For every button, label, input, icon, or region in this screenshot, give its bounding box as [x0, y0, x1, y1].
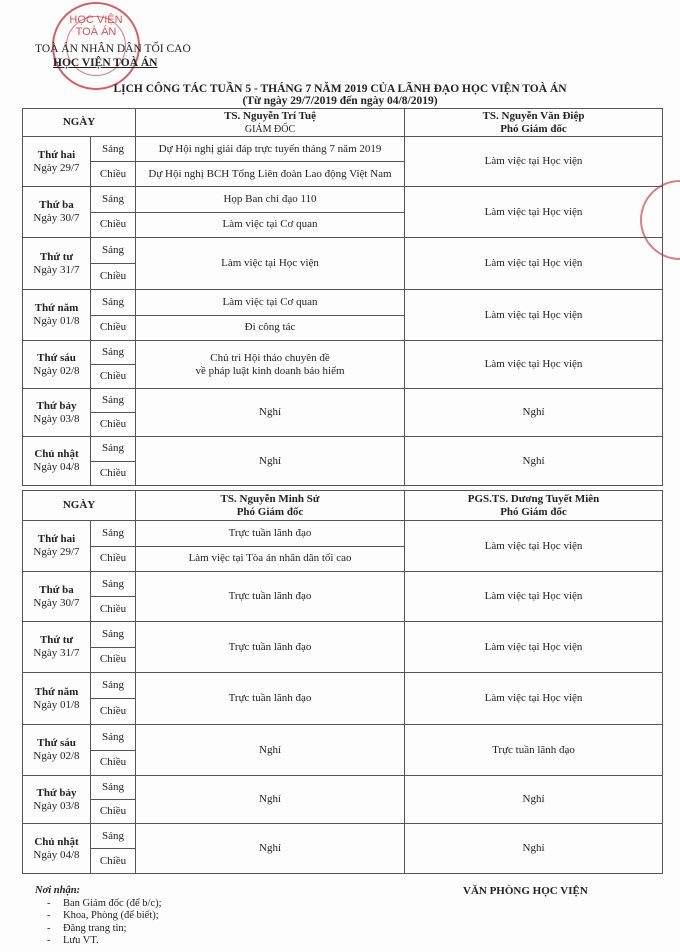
day-cell — [23, 290, 91, 341]
weekday: Thứ sáu — [37, 737, 76, 749]
activity-cell: Làm việc tại Học viện — [405, 622, 663, 673]
activity-cell: Làm việc tại Học viện — [405, 673, 663, 725]
weekday: Thứ ba — [39, 199, 74, 211]
day-header: NGÀY — [23, 491, 136, 521]
schedule-table-2 — [22, 490, 663, 874]
table-row — [23, 238, 663, 264]
day-cell — [23, 725, 91, 776]
table-row — [23, 824, 663, 849]
weekday: Chủ nhật — [34, 448, 79, 460]
session-morning: Sáng — [91, 290, 136, 316]
day-cell — [23, 824, 91, 874]
leader-title: Phó Giám đốc — [500, 122, 567, 135]
date: Ngày 03/8 — [33, 412, 80, 425]
date: Ngày 01/8 — [33, 698, 80, 711]
date: Ngày 03/8 — [33, 799, 80, 812]
activity-cell: Làm việc tại Học viện — [405, 290, 663, 341]
session-morning: Sáng — [91, 776, 136, 800]
activity-afternoon: Dự Hội nghị BCH Tổng Liên đoàn Lao động Việt Nam — [136, 162, 405, 187]
session-afternoon: Chiều — [91, 315, 136, 341]
sub-org-name: HỌC VIỆN TOÀ ÁN — [53, 57, 158, 69]
activity-cell: Nghỉ — [136, 437, 405, 486]
day-cell — [23, 137, 91, 187]
table-row — [23, 673, 663, 699]
table-row — [23, 776, 663, 800]
activity-cell: Làm việc tại Học viện — [405, 341, 663, 389]
day-cell — [23, 622, 91, 673]
session-morning: Sáng — [91, 521, 136, 547]
session-morning: Sáng — [91, 725, 136, 751]
session-afternoon: Chiều — [91, 597, 136, 622]
leader-name: TS. Nguyễn Minh Sử — [220, 492, 320, 505]
activity-cell: Nghỉ — [136, 725, 405, 776]
weekday: Thứ năm — [34, 685, 79, 698]
session-afternoon: Chiều — [91, 750, 136, 776]
session-morning: Sáng — [91, 238, 136, 264]
date: Ngày 29/7 — [33, 161, 80, 174]
seal-stamp: HỌC VIỆN TOÀ ÁN — [52, 2, 140, 90]
weekday: Thứ năm — [34, 302, 79, 314]
weekday: Thứ sáu — [37, 351, 76, 364]
date: Ngày 02/8 — [33, 750, 80, 762]
weekday: Thứ tư — [39, 250, 74, 263]
leader-header — [405, 491, 663, 521]
activity-cell: Làm việc tại Học viện — [405, 238, 663, 290]
session-morning: Sáng — [91, 622, 136, 648]
recipient-item: - Đăng trang tin; — [47, 923, 162, 936]
recipient-item: - Ban Giám đốc (để b/c); — [47, 898, 162, 911]
table-row — [23, 290, 663, 316]
day-cell — [23, 572, 91, 622]
leader-title: GIÁM ĐỐC — [244, 123, 296, 135]
activity-cell: Trực tuần lãnh đạo — [136, 572, 405, 622]
weekday: Thứ bảy — [36, 786, 77, 799]
session-afternoon: Chiều — [91, 162, 136, 187]
leader-header — [405, 109, 663, 137]
weekday: Thứ tư — [39, 634, 74, 646]
activity-cell: Làm việc tại Học viện — [405, 137, 663, 187]
activity-cell: Làm việc tại Học viện — [405, 187, 663, 238]
leader-name: TS. Nguyễn Trí Tuệ — [224, 109, 316, 122]
activity-morning: Làm việc tại Cơ quan — [136, 290, 405, 316]
date: Ngày 04/8 — [33, 848, 80, 861]
document-subtitle: (Từ ngày 29/7/2019 đến ngày 04/8/2019) — [242, 95, 438, 107]
table-row — [23, 341, 663, 365]
leader-header — [136, 491, 405, 521]
activity-cell: Nghỉ — [136, 776, 405, 824]
weekday: Thứ hai — [37, 148, 76, 161]
signatory: VĂN PHÒNG HỌC VIỆN — [463, 885, 588, 897]
table-row — [23, 572, 663, 597]
table-row — [23, 521, 663, 547]
day-header: NGÀY — [23, 109, 136, 137]
recipients — [35, 885, 162, 948]
session-afternoon: Chiều — [91, 800, 136, 824]
activity-cell: Nghỉ — [405, 437, 663, 486]
weekday: Thứ ba — [39, 583, 74, 596]
activity-morning: Dự Hội nghị giải đáp trực tuyến tháng 7 năm 2019 — [136, 137, 405, 162]
recipients-label: Nơi nhận: — [35, 885, 81, 896]
recipient-item: - Khoa, Phòng (để biết); — [47, 910, 162, 923]
session-afternoon: Chiều — [91, 365, 136, 389]
table-row — [23, 187, 663, 213]
activity-cell: Nghỉ — [405, 389, 663, 437]
recipient-item: - Lưu VT. — [47, 935, 162, 948]
activity-cell: Làm việc tại Học viện — [136, 238, 405, 290]
session-morning: Sáng — [91, 572, 136, 597]
date: Ngày 02/8 — [33, 364, 80, 377]
activity-afternoon: Đi công tác — [136, 315, 405, 341]
date: Ngày 30/7 — [33, 212, 80, 224]
table-row — [23, 725, 663, 751]
leader-title: Phó Giám đốc — [500, 505, 567, 518]
session-afternoon: Chiều — [91, 647, 136, 673]
day-cell — [23, 776, 91, 824]
session-afternoon: Chiều — [91, 413, 136, 437]
activity-cell: Làm việc tại Học viện — [405, 521, 663, 572]
day-cell — [23, 389, 91, 437]
org-name: TOÀ ÁN NHÂN DÂN TỐI CAO — [35, 43, 191, 55]
weekday: Chủ nhật — [34, 835, 79, 848]
session-morning: Sáng — [91, 187, 136, 213]
session-morning: Sáng — [91, 824, 136, 849]
activity-afternoon: Làm việc tại Tòa án nhân dân tối cao — [136, 546, 405, 572]
activity-cell: Trực tuần lãnh đạo — [136, 673, 405, 725]
organization-header — [35, 42, 191, 70]
activity-afternoon: Làm việc tại Cơ quan — [136, 212, 405, 238]
day-cell — [23, 673, 91, 725]
session-afternoon: Chiều — [91, 212, 136, 238]
session-morning: Sáng — [91, 437, 136, 462]
session-morning: Sáng — [91, 341, 136, 365]
session-afternoon: Chiều — [91, 546, 136, 572]
activity-morning: Trực tuần lãnh đạo — [136, 521, 405, 547]
table-row — [23, 622, 663, 648]
session-afternoon: Chiều — [91, 461, 136, 486]
document-title: LỊCH CÔNG TÁC TUẦN 5 - THÁNG 7 NĂM 2019 CỦA LÃNH ĐẠO HỌC VIỆN TOÀ ÁN — [113, 83, 567, 95]
activity-cell: Nghỉ — [136, 824, 405, 874]
table-row — [23, 437, 663, 462]
session-morning: Sáng — [91, 137, 136, 162]
leader-name: PGS.TS. Dương Tuyết Miên — [467, 492, 600, 505]
date: Ngày 01/8 — [33, 315, 80, 327]
weekday: Thứ bảy — [36, 399, 77, 412]
table-row — [23, 137, 663, 162]
leader-name: TS. Nguyễn Văn Điệp — [482, 109, 585, 122]
day-cell — [23, 521, 91, 572]
activity-cell: Làm việc tại Học viện — [405, 572, 663, 622]
session-morning: Sáng — [91, 673, 136, 699]
activity-cell: Trực tuần lãnh đạo — [136, 622, 405, 673]
day-cell — [23, 238, 91, 290]
leader-header — [136, 109, 405, 137]
activity-cell: Chủ trì Hội thảo chuyên đề về pháp luật kinh doanh bảo hiểm — [136, 341, 405, 389]
day-cell — [23, 437, 91, 486]
session-afternoon: Chiều — [91, 264, 136, 290]
activity-morning: Họp Ban chỉ đạo 110 — [136, 187, 405, 213]
day-cell — [23, 187, 91, 238]
activity-cell: Nghỉ — [405, 776, 663, 824]
session-afternoon: Chiều — [91, 699, 136, 725]
activity-cell: Nghỉ — [136, 389, 405, 437]
schedule-table-1 — [22, 108, 663, 486]
table-row — [23, 389, 663, 413]
date: Ngày 30/7 — [33, 596, 80, 609]
leader-title: Phó Giám đốc — [236, 505, 304, 518]
date: Ngày 31/7 — [33, 263, 80, 276]
session-morning: Sáng — [91, 389, 136, 413]
activity-cell: Nghỉ — [405, 824, 663, 874]
date: Ngày 04/8 — [33, 461, 80, 473]
date: Ngày 31/7 — [33, 647, 80, 659]
date: Ngày 29/7 — [33, 546, 80, 558]
weekday: Thứ hai — [37, 533, 76, 545]
day-cell — [23, 341, 91, 389]
activity-cell: Trực tuần lãnh đạo — [405, 725, 663, 776]
session-afternoon: Chiều — [91, 849, 136, 874]
